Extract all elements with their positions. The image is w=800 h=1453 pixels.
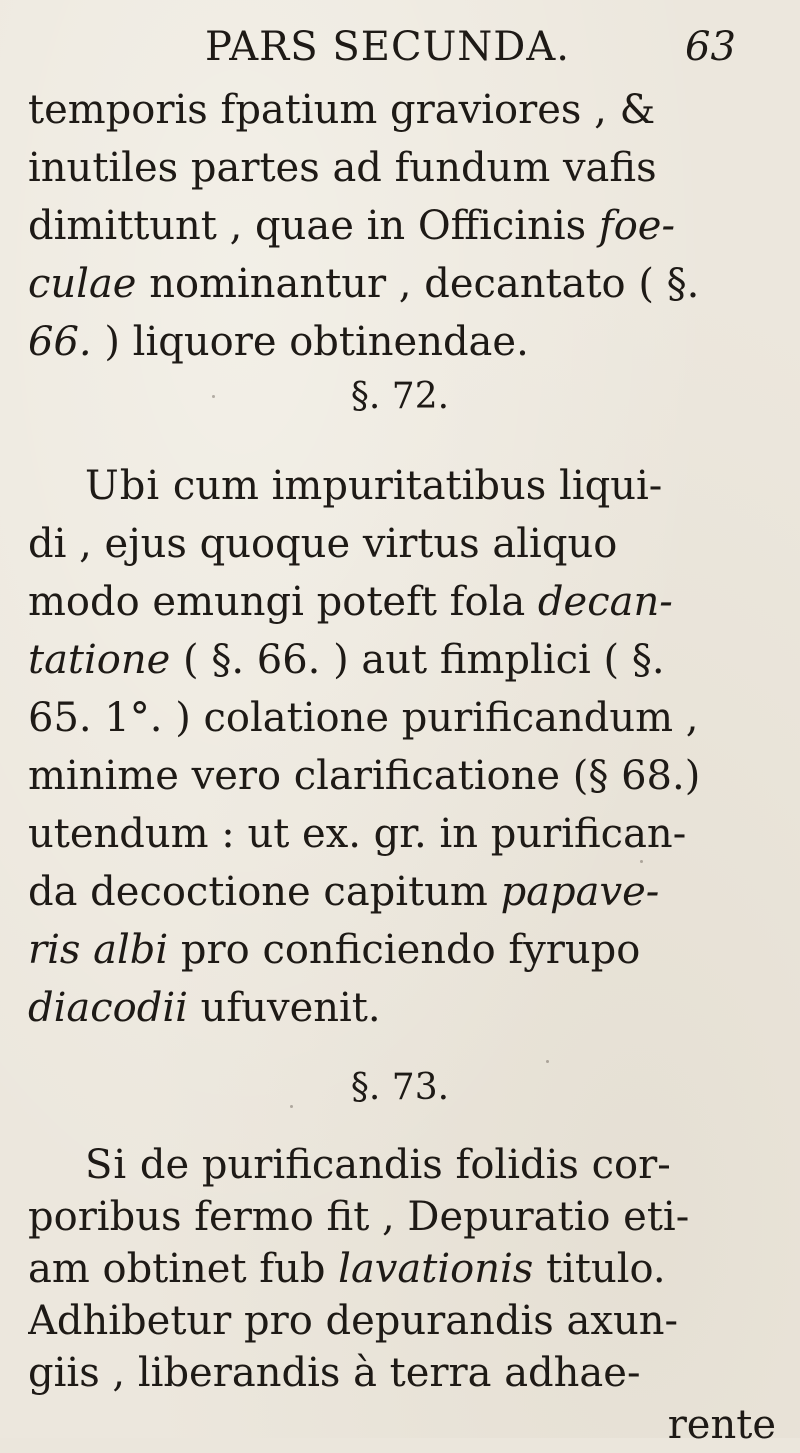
text-line: Ubi cum impuritatibus liqui-: [85, 463, 663, 509]
text-line: tatione ( §. 66. ) aut fimplici ( §.: [28, 637, 665, 683]
text-line: modo emungi poteft fola decan-: [28, 579, 673, 625]
section-heading-73: §. 73.: [350, 1067, 450, 1108]
text-line: utendum : ut ex. gr. in purifican-: [28, 811, 687, 857]
text-line: da decoctione capitum papave-: [28, 869, 660, 915]
text-line: dimittunt , quae in Officinis foe-: [28, 203, 675, 249]
text-line: minime vero clarificatione (§ 68.): [28, 753, 701, 799]
text-line: poribus fermo fit , Depuratio eti-: [28, 1194, 690, 1240]
text-line: inutiles partes ad fundum vafis: [28, 145, 657, 191]
paper-speck: [290, 1105, 293, 1108]
paper-speck: [546, 1060, 549, 1063]
text-line: ris albi pro conficiendo fyrupo: [28, 927, 641, 973]
text-line: temporis fpatium graviores , &: [28, 87, 656, 133]
text-line: di , ejus quoque virtus aliquo: [28, 521, 618, 567]
text-line: Si de purificandis folidis cor-: [85, 1142, 671, 1188]
catchword: rente: [667, 1402, 776, 1448]
text-line: diacodii ufuvenit.: [28, 985, 381, 1031]
paper-speck: [640, 860, 643, 863]
text-line: giis , liberandis à terra adhae-: [28, 1350, 641, 1396]
page-header: [0, 12, 800, 82]
section-heading-72: §. 72.: [350, 376, 450, 417]
paper-speck: [360, 340, 363, 343]
text-line: Adhibetur pro depurandis axun-: [28, 1298, 678, 1344]
text-line: 66. ) liquore obtinendae.: [28, 319, 529, 365]
text-line: culae nominantur , decantato ( §.: [28, 261, 700, 307]
text-line: am obtinet fub lavationis titulo.: [28, 1246, 666, 1292]
paper-speck: [212, 395, 215, 398]
running-head: PARS SECUNDA.: [205, 24, 570, 70]
page-number: 63: [685, 24, 736, 70]
text-line: 65. 1°. ) colatione purificandum ,: [28, 695, 699, 741]
